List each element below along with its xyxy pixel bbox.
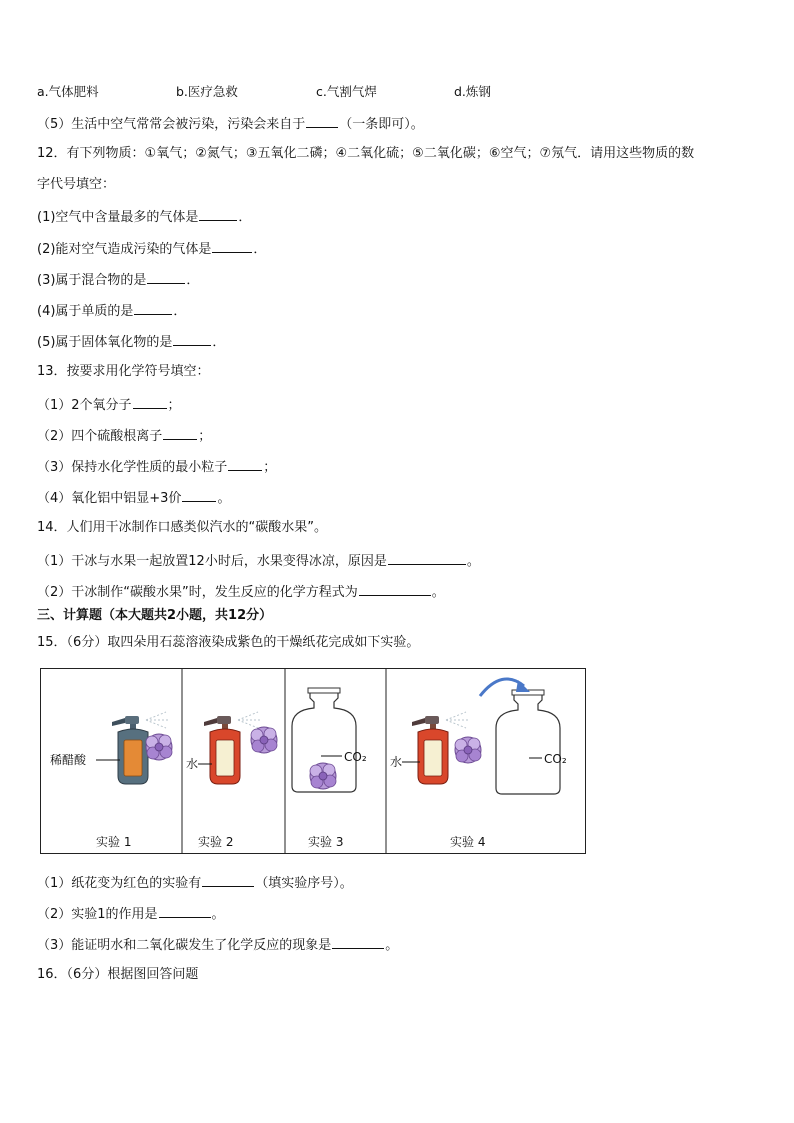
q12-item-5: (5)属于固体氧化物的是 ． — [37, 332, 225, 352]
caption-exp2: 实验 2 — [198, 835, 234, 849]
answer-blank[interactable] — [159, 904, 211, 918]
spray-label-acid: 稀醋酸 — [50, 753, 87, 767]
q14-intro: 14．人们用干冰制作口感类似汽水的“碳酸水果”。 — [37, 520, 328, 535]
spray-label-water: 水 — [390, 755, 403, 769]
caption-exp4: 实验 4 — [450, 835, 486, 849]
answer-blank[interactable] — [163, 426, 197, 440]
q12-item-2: (2)能对空气造成污染的气体是 ． — [37, 239, 266, 259]
spray-bottle-icon — [204, 712, 260, 784]
q14-item-1: （1）干冰与水果一起放置12小时后，水果变得冰凉，原因是 。 — [37, 551, 480, 571]
q13-item-2: （2）四个硫酸根离子 ； — [37, 426, 211, 446]
answer-blank[interactable] — [228, 457, 262, 471]
q16-intro: 16．（6分）根据图回答问题 — [37, 967, 199, 982]
paper-flower-icon — [455, 737, 481, 763]
gas-label: CO₂ — [344, 750, 367, 764]
q12-item-3: (3)属于混合物的是 ． — [37, 270, 199, 290]
q13-item-1: （1）2个氧分子 ； — [37, 395, 181, 415]
answer-blank[interactable] — [388, 551, 466, 565]
q12-item-1: (1)空气中含量最多的气体是 ． — [37, 207, 251, 227]
answer-blank[interactable] — [134, 301, 172, 315]
q12-intro-line2: 字代号填空： — [37, 177, 116, 192]
answer-blank[interactable] — [182, 488, 216, 502]
answer-blank[interactable] — [359, 582, 431, 596]
caption-exp1: 实验 1 — [96, 835, 132, 849]
caption-exp3: 实验 3 — [308, 835, 344, 849]
answer-blank[interactable] — [332, 935, 384, 949]
paper-flower-icon — [146, 734, 172, 760]
q13-item-3: （3）保持水化学性质的最小粒子 ； — [37, 457, 276, 477]
spray-label-water: 水 — [186, 757, 199, 771]
option-b: b.医疗急救 — [176, 84, 238, 99]
answer-blank[interactable] — [202, 873, 254, 887]
q15-item-1: （1）纸花变为红色的实验有 （填实验序号）。 — [37, 873, 353, 893]
q11-sub5: （5）生活中空气常常会被污染，污染会来自于 （一条即可）。 — [37, 114, 424, 134]
q15-item-3: （3）能证明水和二氧化碳发生了化学反应的现象是 。 — [37, 935, 398, 955]
q12-intro-line1: 12．有下列物质：①氧气；②氮气；③五氧化二磷；④二氧化硫；⑤二氧化碳；⑥空气；⑦氖气．请用这些物质的数 — [37, 146, 695, 161]
option-a: a.气体肥料 — [37, 84, 99, 99]
answer-blank[interactable] — [199, 207, 237, 221]
answer-blank[interactable] — [147, 270, 185, 284]
answer-blank[interactable] — [133, 395, 167, 409]
q12-item-4: (4)属于单质的是 ． — [37, 301, 186, 321]
paper-flower-icon — [251, 727, 277, 753]
q13-intro: 13．按要求用化学符号填空： — [37, 364, 210, 379]
q15-item-2: （2）实验1的作用是 。 — [37, 904, 225, 924]
q14-item-2: （2）干冰制作“碳酸水果”时，发生反应的化学方程式为 。 — [37, 582, 445, 602]
q15-intro: 15．（6分）取四朵用石蕊溶液染成紫色的干燥纸花完成如下实验。 — [37, 635, 420, 650]
gas-label: CO₂ — [544, 752, 567, 766]
answer-blank[interactable] — [173, 332, 211, 346]
paper-flower-icon — [310, 763, 336, 789]
gas-jar-icon — [496, 690, 560, 794]
answer-blank[interactable] — [306, 114, 338, 128]
answer-blank[interactable] — [212, 239, 252, 253]
option-c: c.气割气焊 — [316, 84, 377, 99]
q13-item-4: （4）氧化铝中铝显+3价 。 — [37, 488, 230, 508]
experiment-figure — [40, 668, 586, 854]
option-d: d.炼钢 — [454, 84, 491, 99]
section-heading: 三、计算题（本大题共2小题，共12分） — [37, 608, 273, 623]
